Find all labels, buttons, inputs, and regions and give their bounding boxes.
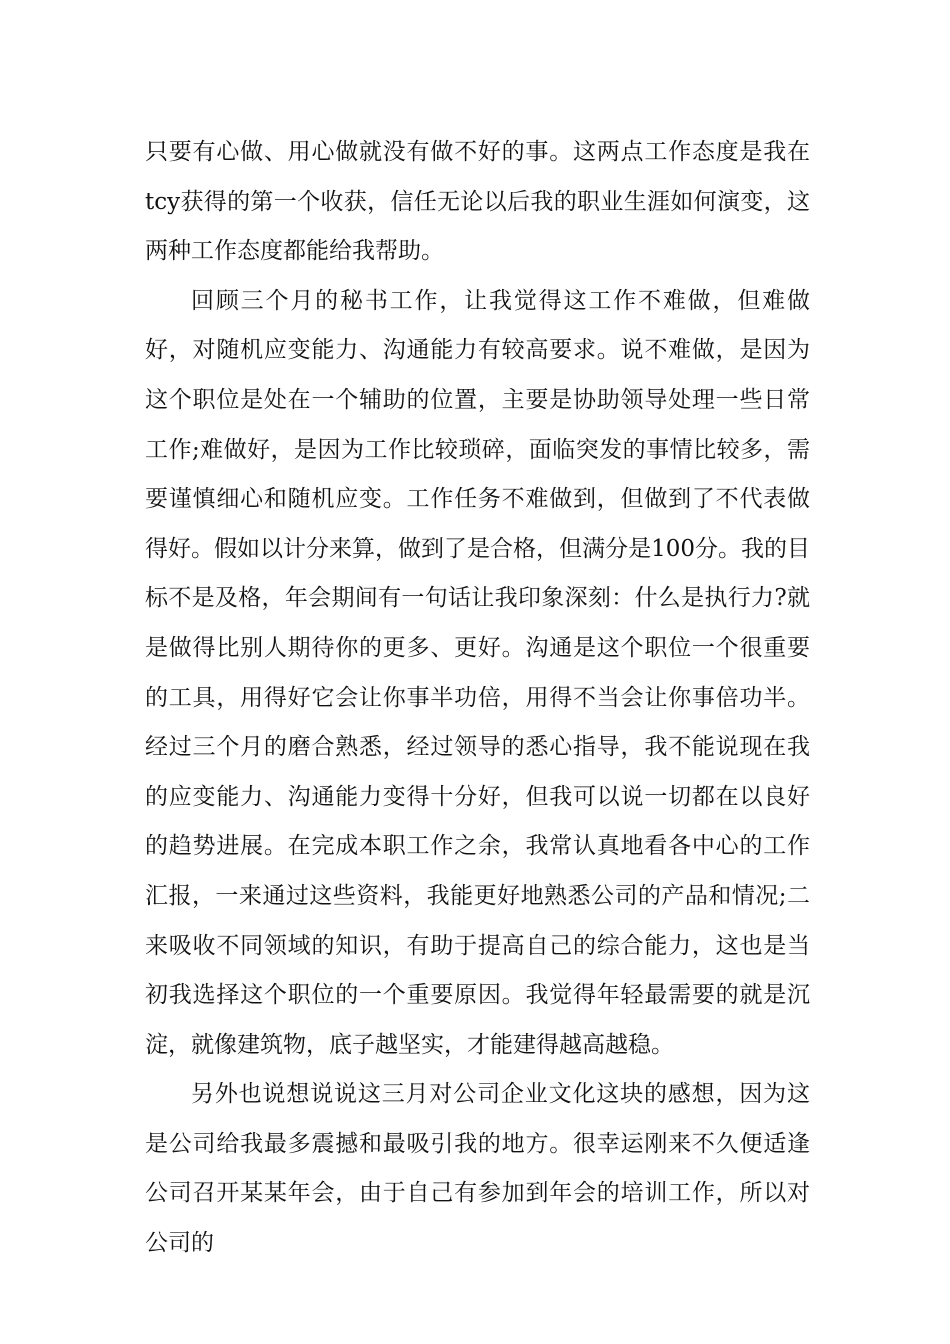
document-body [145, 128, 810, 1269]
paragraph-2: 回顾三个月的秘书工作，让我觉得这工作不难做，但难做好，对随机应变能力、沟通能力有较高要求。说不难做，是因为这个职位是处在一个辅助的位置，主要是协助领导处理一些日常工作;难做好，是因为工作比较琐碎，面临突发的事情比较多，需要谨慎细心和随机应变。工作任务不难做到，但做到了不代表做得好。假如以计分来算，做到了是合格，但满分是100分。我的目标不是及格，年会期间有一句话让我印象深刻：什么是执行力?就是做得比别人期待你的更多、更好。沟通是这个职位一个很重要的工具，用得好它会让你事半功倍，用得不当会让你事倍功半。经过三个月的磨合熟悉，经过领导的悉心指导，我不能说现在我的应变能力、沟通能力变得十分好，但我可以说一切都在以良好的趋势进展。在完成本职工作之余，我常认真地看各中心的工作汇报，一来通过这些资料，我能更好地熟悉公司的产品和情况;二来吸收不同领域的知识，有助于提高自己的综合能力，这也是当初我选择这个职位的一个重要原因。我觉得年轻最需要的就是沉淀，就像建筑物，底子越坚实，才能建得越高越稳。 [145, 287, 810, 1058]
paragraph-1: 只要有心做、用心做就没有做不好的事。这两点工作态度是我在tcy获得的第一个收获，信任无论以后我的职业生涯如何演变，这两种工作态度都能给我帮助。 [145, 139, 810, 265]
paragraph-3: 另外也说想说说这三月对公司企业文化这块的感想，因为这是公司给我最多震撼和最吸引我的地方。很幸运刚来不久便适逢公司召开某某年会，由于自己有参加到年会的培训工作，所以对公司的 [145, 1081, 810, 1257]
